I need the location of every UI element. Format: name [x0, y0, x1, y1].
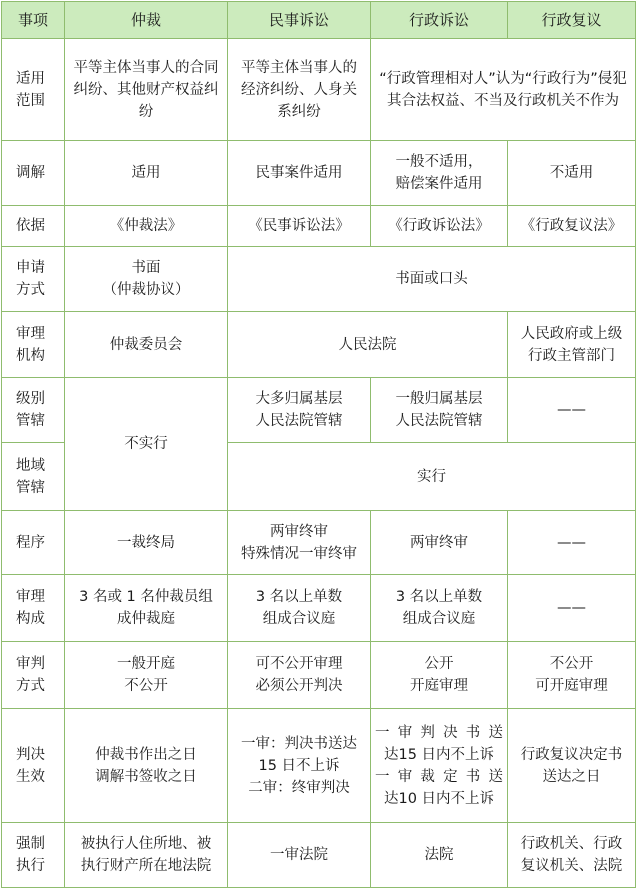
cell-line: 公开: [424, 656, 454, 672]
cell-composition-admin-lit: [371, 575, 508, 642]
row-label: [2, 312, 65, 378]
cell-composition-admin-review: ——: [508, 575, 636, 642]
cell-line: 二审：终审判决: [248, 779, 350, 796]
row-label-line: 调解: [16, 165, 45, 181]
row-label-line: 地域: [16, 457, 45, 474]
cell-enforcement-admin-review: [508, 823, 636, 888]
header-arbitration: 仲裁: [65, 2, 228, 39]
row-label-line: 强制: [16, 836, 45, 852]
row-effect: [2, 709, 636, 823]
cell-scope-arbitration: 平等主体当事人的合同纠纷、其他财产权益纠纷: [65, 39, 228, 141]
cell-line: 送达之日: [542, 768, 601, 785]
cell-effect-civil: [228, 709, 371, 823]
cell-effect-admin-review: [508, 709, 636, 823]
header-admin-litigation: 行政诉讼: [371, 2, 508, 39]
row-body: [2, 312, 636, 378]
cell-line: 行政复议决定书: [520, 746, 623, 763]
cell-enforcement-admin-lit: 法院: [371, 823, 508, 888]
cell-mediation-admin-review: 不适用: [508, 141, 636, 206]
row-label-line: 审理: [16, 589, 45, 605]
cell-composition-civil: [228, 575, 371, 642]
row-enforcement: [2, 823, 636, 888]
row-label: [2, 247, 65, 312]
row-label-line: 管辖: [16, 413, 45, 429]
row-level: [2, 378, 636, 443]
cell-enforcement-civil: 一审法院: [228, 823, 371, 888]
cell-line: 3 名或 1 名仲裁员组: [79, 589, 213, 605]
cell-level-admin-review: ——: [508, 378, 636, 443]
row-label-line: 执行: [16, 858, 45, 874]
cell-line: 3 名以上单数: [395, 589, 483, 605]
row-application: [2, 247, 636, 312]
row-label: [2, 709, 65, 823]
cell-line: 行政主管部门: [528, 347, 615, 364]
comparison-table: [1, 1, 636, 888]
cell-trial-admin-review: [508, 642, 636, 709]
row-label: [2, 443, 65, 511]
row-trial: [2, 642, 636, 709]
cell-trial-arbitration: [65, 642, 228, 709]
cell-body-arbitration: 仲裁委员会: [65, 312, 228, 378]
cell-enforcement-arbitration: [65, 823, 228, 888]
cell-procedure-civil: [228, 511, 371, 575]
cell-effect-arbitration: [65, 709, 228, 823]
cell-line: 书面: [131, 260, 161, 276]
cell-body-court: 人民法院: [228, 312, 508, 378]
row-label: [2, 575, 65, 642]
row-scope: [2, 39, 636, 141]
cell-line: 大多归属基层: [255, 391, 343, 407]
cell-application-others: 书面或口头: [228, 247, 636, 312]
cell-line: （仲裁协议）: [102, 282, 190, 298]
cell-line: 开庭审理: [410, 678, 468, 694]
row-label-line: 申请: [16, 260, 45, 276]
row-label-line: 方式: [16, 678, 45, 694]
cell-line: 执行财产所在地法院: [80, 858, 212, 874]
cell-basis-admin-lit: 《行政诉讼法》: [371, 206, 508, 247]
cell-basis-admin-review: 《行政复议法》: [508, 206, 636, 247]
cell-line: 仲裁书作出之日: [95, 746, 197, 763]
cell-line: 人民法院管辖: [395, 413, 483, 429]
cell-scope-civil: 平等主体当事人的经济纠纷、人身关系纠纷: [228, 39, 371, 141]
row-label-line: 构成: [16, 611, 45, 627]
row-label-line: 程序: [16, 534, 45, 551]
cell-line: 人民法院管辖: [255, 413, 343, 429]
cell-basis-civil: 《民事诉讼法》: [228, 206, 371, 247]
cell-line: 赔偿案件适用: [395, 176, 483, 192]
cell-procedure-admin-review: ——: [508, 511, 636, 575]
cell-line: 一般归属基层: [395, 391, 483, 407]
header-admin-review: 行政复议: [508, 2, 636, 39]
row-label: [2, 511, 65, 575]
cell-mediation-civil: 民事案件适用: [228, 141, 371, 206]
cell-body-admin-review: [508, 312, 636, 378]
cell-procedure-admin-lit: 两审终审: [371, 511, 508, 575]
row-label-line: 级别: [16, 391, 45, 407]
cell-line: 可开庭审理: [535, 678, 608, 694]
row-basis: [2, 206, 636, 247]
cell-line: 一审裁定书送: [375, 768, 503, 785]
cell-line: 可不公开审理: [255, 656, 343, 672]
cell-line: 不公开: [549, 656, 594, 672]
cell-line: 特殊情况一审终审: [241, 545, 357, 562]
header-item: 事项: [2, 2, 65, 39]
cell-line: 复议机关、法院: [520, 858, 623, 874]
row-label-line: 管辖: [16, 479, 45, 496]
row-label: [2, 141, 65, 206]
row-label: [2, 642, 65, 709]
row-label: [2, 39, 65, 141]
cell-line: 达10 日内不上诉: [383, 790, 495, 807]
cell-territory-others: 实行: [228, 443, 636, 511]
cell-trial-civil: [228, 642, 371, 709]
cell-application-arbitration: [65, 247, 228, 312]
cell-level-admin-lit: [371, 378, 508, 443]
cell-jurisdiction-arbitration: 不实行: [65, 378, 228, 511]
cell-line: 两审终审: [270, 523, 328, 540]
cell-trial-admin-lit: [371, 642, 508, 709]
cell-line: 不公开: [124, 678, 168, 694]
row-label: [2, 206, 65, 247]
cell-line: 行政机关、行政: [520, 836, 623, 852]
cell-line: 调解书签收之日: [95, 768, 197, 785]
row-label-line: 审理: [16, 325, 45, 342]
row-label-line: 审判: [16, 656, 45, 672]
row-label-line: 方式: [16, 282, 45, 298]
cell-line: 一般不适用，: [395, 154, 483, 170]
cell-line: 一审判决书送: [375, 724, 503, 741]
cell-level-civil: [228, 378, 371, 443]
row-label-line: 判决: [16, 746, 45, 763]
row-composition: [2, 575, 636, 642]
cell-line: 必须公开判决: [255, 678, 343, 694]
cell-composition-arbitration: [65, 575, 228, 642]
row-label-line: 范围: [16, 92, 45, 109]
row-mediation: [2, 141, 636, 206]
cell-scope-admin: “行政管理相对人”认为“行政行为”侵犯其合法权益、不当及行政机关不作为: [371, 39, 636, 141]
row-label: [2, 378, 65, 443]
cell-line: 被执行人住所地、被: [80, 836, 212, 852]
cell-line: 达15 日内不上诉: [383, 746, 495, 763]
row-label-line: 机构: [16, 347, 45, 364]
cell-line: 3 名以上单数: [255, 589, 343, 605]
cell-line: 组成合议庭: [262, 611, 336, 627]
cell-procedure-arbitration: 一裁终局: [65, 511, 228, 575]
row-label: [2, 823, 65, 888]
header-civil-litigation: 民事诉讼: [228, 2, 371, 39]
row-label-line: 适用: [16, 70, 45, 87]
row-label-line: 依据: [16, 218, 45, 234]
cell-line: 成仲裁庭: [117, 611, 175, 627]
row-label-line: 生效: [16, 768, 45, 785]
cell-line: 15 日不上诉: [258, 757, 340, 774]
cell-line: 组成合议庭: [402, 611, 476, 627]
cell-effect-admin-lit: [371, 709, 508, 823]
cell-basis-arbitration: 《仲裁法》: [65, 206, 228, 247]
cell-mediation-arbitration: 适用: [65, 141, 228, 206]
header-row: [2, 2, 636, 39]
row-procedure: [2, 511, 636, 575]
cell-line: 人民政府或上级: [520, 325, 623, 342]
cell-line: 一般开庭: [117, 656, 175, 672]
cell-line: 一审：判决书送达: [241, 735, 357, 752]
cell-mediation-admin-lit: [371, 141, 508, 206]
